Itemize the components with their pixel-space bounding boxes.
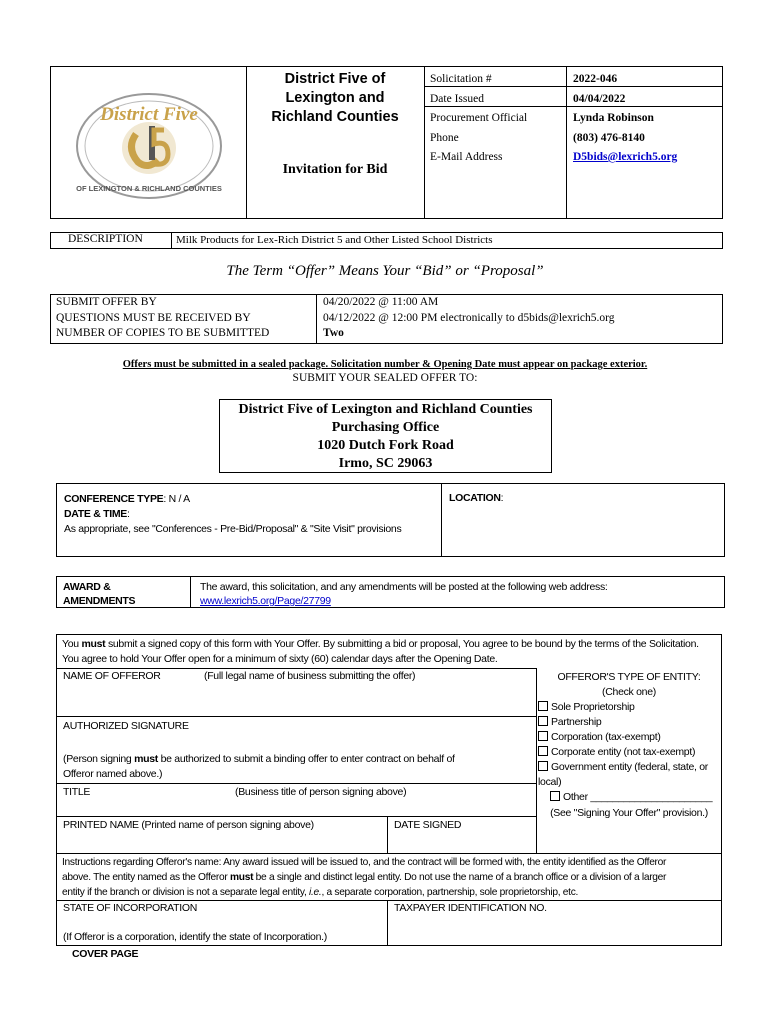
instructions-line3-ie: i.e. <box>309 887 322 898</box>
conference-type-value: : N / A <box>163 493 190 505</box>
address-line2: Purchasing Office <box>331 420 440 435</box>
solicitation-label: Solicitation # <box>430 73 492 85</box>
sig-note-post: be authorized to submit a binding offer to enter contract on behalf of <box>157 753 455 765</box>
intro-post: submit a signed copy of this form with Your Offer. By submitting a bid or proposal, You agree to be bound by the terms of the Solicitation. <box>105 638 699 650</box>
entity-see: (See "Signing Your Offer" provision.) <box>550 807 708 819</box>
printed-name-label: PRINTED NAME (Printed name of person signing above) <box>63 819 314 831</box>
award-url-link[interactable]: www.lexrich5.org/Page/27799 <box>200 595 331 607</box>
partnership-checkbox[interactable] <box>538 716 548 726</box>
description-value: Milk Products for Lex-Rich District 5 and Other Listed School Districts <box>176 234 493 246</box>
district-five-logo <box>74 92 224 200</box>
instructions-line1: Instructions regarding Offeror's name: Any award issued will be issued to, and the contract will be formed with, the entity identified as the Offeror <box>62 857 667 868</box>
entity-option-other: Other ______________________ <box>563 791 713 803</box>
other-checkbox[interactable] <box>550 791 560 801</box>
government-entity-checkbox[interactable] <box>538 761 548 771</box>
printed-name-input[interactable] <box>60 832 384 851</box>
questions-value: 04/12/2022 @ 12:00 PM electronically to d5bids@lexrich5.org <box>323 311 615 324</box>
entity-option-government: Government entity (federal, state, or <box>551 761 708 773</box>
district-five-seal-icon <box>74 92 224 200</box>
entity-subtitle: (Check one) <box>602 686 656 698</box>
intro-pre: You <box>62 638 82 650</box>
sig-note-line2: Offeror named above.) <box>63 768 163 780</box>
solicitation-number: 2022-046 <box>573 73 618 85</box>
address-line3: 1020 Dutch Fork Road <box>317 438 454 453</box>
offer-term-heading: The Term “Offer” Means Your “Bid” or “Proposal” <box>226 263 544 279</box>
corporation-tax-exempt-checkbox[interactable] <box>538 731 548 741</box>
name-of-offeror-label: NAME OF OFFEROR <box>63 670 161 682</box>
email-link[interactable]: D5bids@lexrich5.org <box>573 151 678 163</box>
org-name-line3: Richland Counties <box>271 109 399 125</box>
instructions-line2-must: must <box>230 872 254 883</box>
state-of-incorporation-note: (If Offeror is a corporation, identify the state of Incorporation.) <box>63 931 327 943</box>
phone-value: (803) 476-8140 <box>573 131 645 144</box>
conference-date-label: DATE & TIME <box>64 508 128 520</box>
address-line4: Irmo, SC 29063 <box>338 456 433 471</box>
award-label-line2: AMENDMENTS <box>63 595 136 607</box>
sole-proprietorship-checkbox[interactable] <box>538 701 548 711</box>
instructions-line3-pre: entity if the branch or division is not a separate legal entity, <box>62 887 310 898</box>
name-of-offeror-hint: (Full legal name of business submitting the offer) <box>204 670 416 682</box>
location-colon: : <box>500 492 504 504</box>
submit-offer-value: 04/20/2022 @ 11:00 AM <box>323 296 439 308</box>
authorized-signature-input[interactable] <box>60 734 532 750</box>
entity-option-corp-entity: Corporate entity (not tax-exempt) <box>551 746 696 758</box>
copies-value: Two <box>323 327 344 339</box>
title-input[interactable] <box>60 800 532 814</box>
authorized-signature-label: AUTHORIZED SIGNATURE <box>63 720 189 732</box>
instructions-line2-pre: above. The entity named as the Offeror <box>62 872 231 883</box>
name-of-offeror-input[interactable] <box>60 684 532 712</box>
intro-line2: You agree to hold Your Offer open for a minimum of sixty (60) calendar days after the Opening Date. <box>62 653 498 665</box>
state-of-incorporation-input[interactable] <box>60 915 384 929</box>
date-issued-value: 04/04/2022 <box>573 92 626 105</box>
questions-label: QUESTIONS MUST BE RECEIVED BY <box>56 311 251 324</box>
intro-must: must <box>81 638 106 650</box>
award-text: The award, this solicitation, and any amendments will be posted at the following web address: <box>200 581 608 593</box>
date-signed-input[interactable] <box>390 832 533 851</box>
sealed-notice: Offers must be submitted in a sealed package. Solicitation number & Opening Date must appear on package exterior. <box>122 359 648 370</box>
location-label: LOCATION <box>449 492 501 504</box>
entity-option-partnership: Partnership <box>551 716 602 728</box>
conference-note: As appropriate, see "Conferences - Pre-Bid/Proposal" & "Site Visit" provisions <box>64 523 402 535</box>
entity-title: OFFEROR'S TYPE OF ENTITY: <box>557 671 701 683</box>
tin-label: TAXPAYER IDENTIFICATION NO. <box>394 902 547 914</box>
instructions-line2-post: be a single and distinct legal entity. Do not use the name of a branch office or a division of a larger <box>253 872 667 883</box>
org-name-line2: Lexington and <box>285 90 385 106</box>
title-label: TITLE <box>63 786 91 798</box>
cover-page-label: COVER PAGE <box>72 948 139 960</box>
address-line1: District Five of Lexington and Richland Counties <box>238 402 533 417</box>
logo-top-text: District Five <box>100 104 198 125</box>
tin-input[interactable] <box>390 915 718 943</box>
doc-title: Invitation for Bid <box>282 162 388 177</box>
entity-option-corp-exempt: Corporation (tax-exempt) <box>551 731 661 743</box>
corporate-entity-checkbox[interactable] <box>538 746 548 756</box>
conference-type-label: CONFERENCE TYPE <box>64 493 164 505</box>
procurement-official-value: Lynda Robinson <box>573 112 654 124</box>
copies-label: NUMBER OF COPIES TO BE SUBMITTED <box>56 327 270 339</box>
procurement-official-label: Procurement Official <box>430 112 528 124</box>
submit-to-label: SUBMIT YOUR SEALED OFFER TO: <box>292 372 478 384</box>
entity-option-sole: Sole Proprietorship <box>551 701 635 713</box>
email-label: E-Mail Address <box>430 151 503 163</box>
logo-ring-text: OF LEXINGTON & RICHLAND COUNTIES <box>76 184 222 193</box>
phone-label: Phone <box>430 131 459 144</box>
instructions-line3-post: , a separate corporation, partnership, sole proprietorship, etc. <box>321 887 579 898</box>
conference-date-colon: : <box>127 508 130 520</box>
description-label: DESCRIPTION <box>68 233 143 245</box>
entity-local: local) <box>538 776 562 788</box>
date-issued-label: Date Issued <box>430 92 484 105</box>
award-label-line1: AWARD & <box>63 581 111 593</box>
submit-offer-label: SUBMIT OFFER BY <box>56 296 157 308</box>
date-signed-label: DATE SIGNED <box>394 819 462 831</box>
sig-note-pre: (Person signing <box>63 753 135 765</box>
state-of-incorporation-label: STATE OF INCORPORATION <box>63 902 197 914</box>
sig-note-must: must <box>134 753 158 765</box>
org-name-line1: District Five of <box>284 71 386 87</box>
title-hint: (Business title of person signing above) <box>235 786 407 798</box>
